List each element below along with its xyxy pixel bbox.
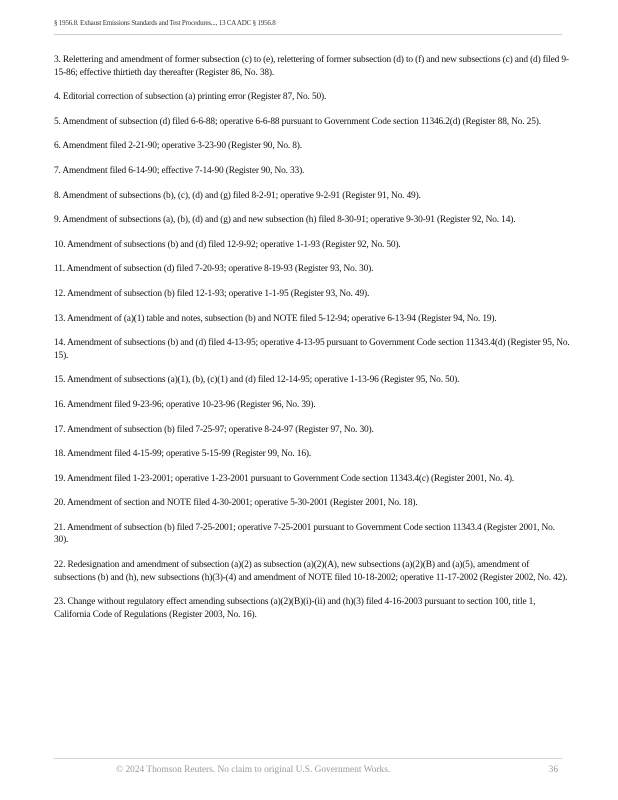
history-note-19: 19. Amendment filed 1-23-2001; operative 1-23-2001 pursuant to Government Code section 11343.4(c) (Register 2001, No. 4). [54, 473, 515, 484]
history-notes-list [54, 54, 570, 633]
page-number: 36 [548, 765, 558, 775]
history-note-9: 9. Amendment of subsections (a), (b), (d) and (g) and new subsection (h) filed 8-30-91; operative 9-30-91 (Register 92, No. 14). [54, 215, 516, 226]
history-note-4: 4. Editorial correction of subsection (a) printing error (Register 87, No. 50). [54, 92, 327, 103]
footer-divider [54, 758, 562, 759]
history-note-8: 8. Amendment of subsections (b), (c), (d) and (g) filed 8-2-91; operative 9-2-91 (Register 91, No. 49). [54, 190, 421, 201]
history-note-3: 3. Relettering and amendment of former subsection (c) to (e), relettering of former subsection (d) to (f) and new subsections (c) and (d) filed 9-15-86; effective thirtieth day thereafter (Register 86, No. 38). [54, 55, 569, 78]
history-note-17: 17. Amendment of subsection (b) filed 7-25-97; operative 8-24-97 (Register 97, No. 30). [54, 424, 374, 435]
history-note-16: 16. Amendment filed 9-23-96; operative 10-23-96 (Register 96, No. 39). [54, 399, 316, 410]
history-note-22: 22. Redesignation and amendment of subsection (a)(2) as subsection (a)(2)(A), new subsections (a)(2)(B) and (a)(5), amendment of subsections (b) and (h), new subsections (h)(3)-(4) and amendment of NOTE filed 10-18-2002; operative 11-17-2002 (Register 2002, No. 42). [54, 560, 568, 583]
history-note-12: 12. Amendment of subsection (b) filed 12-1-93; operative 1-1-95 (Register 93, No. 49). [54, 288, 370, 299]
history-note-20: 20. Amendment of section and NOTE filed 4-30-2001; operative 5-30-2001 (Register 2001, No. 18). [54, 498, 418, 509]
history-note-10: 10. Amendment of subsections (b) and (d) filed 12-9-92; operative 1-1-93 (Register 92, No. 50). [54, 239, 401, 250]
history-note-18: 18. Amendment filed 4-15-99; operative 5-15-99 (Register 99, No. 16). [54, 449, 312, 460]
history-note-21: 21. Amendment of subsection (b) filed 7-25-2001; operative 7-25-2001 pursuant to Government Code section 11343.4 (Register 2001, No. 30). [54, 522, 555, 546]
running-header: § 1956.8. Exhaust Emissions Standards and Test Procedures..., 13 CA ADC § 1956.8 [54, 19, 276, 27]
history-note-14: 14. Amendment of subsections (b) and (d) filed 4-13-95; operative 4-13-95 pursuant to Government Code section 11343.4(d) (Register 95, No. 15). [54, 338, 570, 361]
history-note-5: 5. Amendment of subsection (d) filed 6-6-88; operative 6-6-88 pursuant to Government Code section 11346.2(d) (Register 88, No. 25). [54, 116, 541, 127]
footer-copyright: © 2024 Thomson Reuters. No claim to original U.S. Government Works. [116, 765, 391, 775]
history-note-11: 11. Amendment of subsection (d) filed 7-20-93; operative 8-19-93 (Register 93, No. 30). [54, 264, 374, 275]
history-note-15: 15. Amendment of subsections (a)(1), (b), (c)(1) and (d) filed 12-14-95; operative 1-13-96 (Register 95, No. 50). [54, 375, 460, 386]
header-divider [54, 34, 562, 35]
history-note-13: 13. Amendment of (a)(1) table and notes, subsection (b) and NOTE filed 5-12-94; operative 6-13-94 (Register 94, No. 19). [54, 313, 497, 324]
history-note-6: 6. Amendment filed 2-21-90; operative 3-23-90 (Register 90, No. 8). [54, 141, 302, 152]
history-note-23: 23. Change without regulatory effect amending subsections (a)(2)(B)(i)-(ii) and (h)(3) filed 4-16-2003 pursuant to section 100, title 1, California Code of Regulations (Register 2003, No. 16). [54, 597, 536, 620]
history-note-7: 7. Amendment filed 6-14-90; effective 7-14-90 (Register 90, No. 33). [54, 165, 305, 176]
